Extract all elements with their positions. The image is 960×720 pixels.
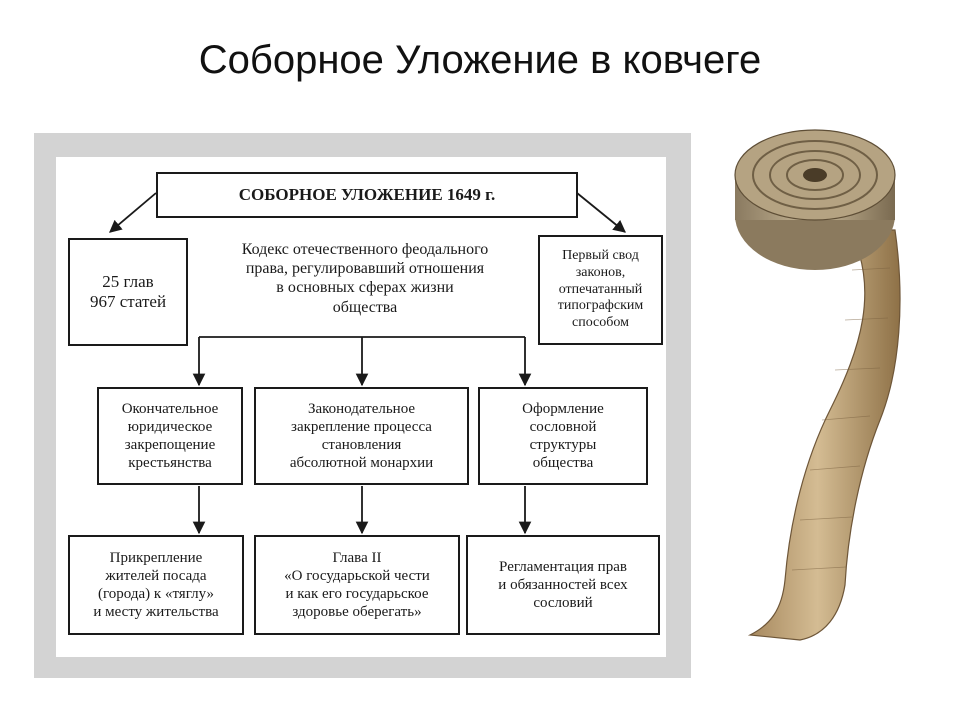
- center-description: Кодекс отечественного феодального права, регулировавший отношения в основных сферах жизни общества: [241, 241, 489, 316]
- bottom-box-2: Глава II «О государьской чести и как его государьское здоровье оберегать»: [254, 535, 460, 635]
- right-info-box: Первый свод законов, отпечатанный типографским способом: [538, 235, 663, 345]
- scroll-roll-core: [803, 168, 827, 182]
- scroll-strip: [750, 230, 900, 640]
- arrow-header-left: [110, 193, 156, 232]
- scroll-image: [730, 120, 930, 650]
- mid-box-3: Оформление сословной структуры общества: [478, 387, 648, 485]
- mid-box-2: Законодательное закрепление процесса становления абсолютной монархии: [254, 387, 469, 485]
- mid-box-1: Окончательное юридическое закрепощение крестьянства: [97, 387, 243, 485]
- left-info-box: 25 глав 967 статей: [68, 238, 188, 346]
- header-box: СОБОРНОЕ УЛОЖЕНИЕ 1649 г.: [156, 172, 578, 218]
- bottom-box-1: Прикрепление жителей посада (города) к «тяглу» и месту жительства: [68, 535, 244, 635]
- arrow-header-right: [577, 193, 625, 232]
- slide-title: Соборное Уложение в ковчеге: [198, 38, 762, 82]
- bottom-box-3: Регламентация прав и обязанностей всех сословий: [466, 535, 660, 635]
